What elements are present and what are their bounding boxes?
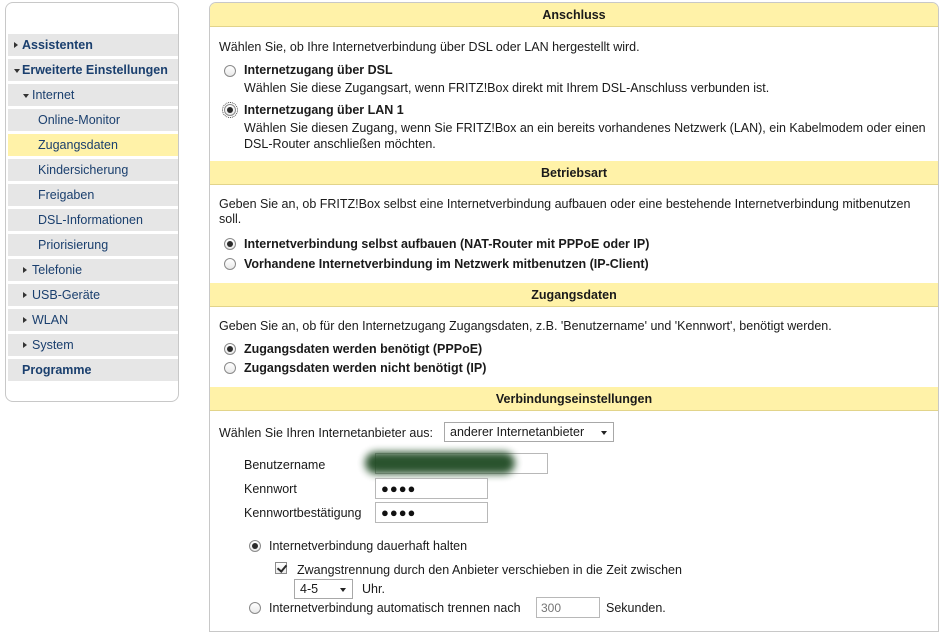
password-confirm-value: ●●●● [381, 505, 417, 520]
sidebar-item-label: Zugangsdaten [38, 138, 118, 152]
sidebar-item-internet[interactable] [8, 84, 178, 106]
keep-alive-label[interactable]: Internetverbindung dauerhaft halten [269, 539, 468, 553]
provider-select[interactable] [444, 422, 614, 442]
option-label-ip-client[interactable]: Vorhandene Internetverbindung im Netzwerk mitbenutzen (IP-Client) [244, 257, 649, 271]
chevron-right-icon [23, 292, 27, 298]
provider-label: Wählen Sie Ihren Internetanbieter aus: [219, 426, 434, 440]
sidebar-item-label: Internet [32, 88, 75, 102]
radio-pppoe[interactable] [224, 343, 236, 355]
radio-ip-client[interactable] [224, 258, 236, 270]
checkbox-forced-disconnect[interactable] [275, 562, 287, 574]
sidebar-item-label: DSL-Informationen [38, 213, 143, 227]
sidebar-item-label: Telefonie [32, 263, 83, 277]
sidebar-item-label: Erweiterte Einstellungen [22, 63, 168, 77]
radio-lan[interactable] [224, 104, 236, 116]
sidebar-item-label: Assistenten [22, 38, 93, 52]
radio-auto-disconnect[interactable] [249, 602, 261, 614]
forced-disconnect-label[interactable]: Zwangstrennung durch den Anbieter verschieben in die Zeit zwischen [297, 563, 682, 577]
section-header-verbindungseinstellungen: Verbindungseinstellungen [210, 387, 938, 411]
password-label: Kennwort [244, 482, 297, 496]
option-label-lan[interactable]: Internetzugang über LAN 1 [244, 103, 404, 117]
sidebar-item-label: WLAN [32, 313, 69, 327]
section-header-anschluss: Anschluss [210, 3, 938, 27]
radio-dsl[interactable] [224, 65, 236, 77]
time-select-value: 4-5 [300, 582, 319, 596]
zugangsdaten-intro: Geben Sie an, ob für den Internetzugang Zugangsdaten, z.B. 'Benutzername' und 'Kennwort', benötigt werden. [219, 319, 832, 333]
radio-keep-alive[interactable] [249, 540, 261, 552]
sidebar-item-label: Freigaben [38, 188, 95, 202]
sidebar-item-label: Priorisierung [38, 238, 109, 252]
password-confirm-field[interactable] [375, 502, 488, 523]
sidebar-item-online-monitor[interactable] [8, 109, 178, 131]
sidebar-item-dsl-informationen[interactable] [8, 209, 178, 231]
radio-ip[interactable] [224, 362, 236, 374]
sidebar-item-wlan[interactable] [8, 309, 178, 331]
chevron-right-icon [23, 342, 27, 348]
sidebar-item-programme[interactable] [8, 359, 178, 381]
option-label-pppoe[interactable]: Zugangsdaten werden benötigt (PPPoE) [244, 342, 483, 356]
anschluss-intro: Wählen Sie, ob Ihre Internetverbindung über DSL oder LAN hergestellt wird. [219, 40, 640, 54]
username-label: Benutzername [244, 458, 326, 472]
section-header-zugangsdaten: Zugangsdaten [210, 283, 938, 307]
auto-disconnect-label[interactable]: Internetverbindung automatisch trennen nach [269, 601, 521, 615]
sidebar-item-label: USB-Geräte [32, 288, 101, 302]
password-confirm-label: Kennwortbestätigung [244, 506, 362, 520]
chevron-down-icon [23, 94, 29, 98]
option-label-ip[interactable]: Zugangsdaten werden nicht benötigt (IP) [244, 361, 487, 375]
chevron-down-icon [601, 431, 607, 435]
sidebar-item-zugangsdaten[interactable] [8, 134, 178, 156]
chevron-right-icon [23, 317, 27, 323]
option-desc-dsl: Wählen Sie diese Zugangsart, wenn FRITZ!Box direkt mit Ihrem DSL-Anschluss verbunden ist. [244, 81, 770, 95]
sidebar-item-assistenten[interactable] [8, 34, 178, 56]
password-field[interactable] [375, 478, 488, 499]
section-header-betriebsart: Betriebsart [210, 161, 938, 185]
radio-nat-router[interactable] [224, 238, 236, 250]
chevron-down-icon [14, 69, 20, 73]
time-select[interactable] [294, 579, 353, 599]
redacted-username [365, 452, 515, 474]
provider-select-value: anderer Internetanbieter [450, 425, 585, 439]
sidebar-item-label: Programme [22, 363, 92, 377]
option-label-dsl[interactable]: Internetzugang über DSL [244, 63, 393, 77]
sidebar-item-label: Online-Monitor [38, 113, 120, 127]
sidebar-item-erweiterte-einstellungen[interactable] [8, 59, 178, 81]
sidebar-item-system[interactable] [8, 334, 178, 356]
betriebsart-intro: Geben Sie an, ob FRITZ!Box selbst eine Internetverbindung aufbauen oder eine bestehende Internetverbindung mitbenutzen soll. [219, 197, 911, 226]
sidebar-item-kindersicherung[interactable] [8, 159, 178, 181]
sidebar [5, 2, 179, 402]
chevron-down-icon [340, 588, 346, 592]
auto-disconnect-unit: Sekunden. [606, 601, 666, 615]
chevron-right-icon [14, 42, 18, 48]
sidebar-item-telefonie[interactable] [8, 259, 178, 281]
sidebar-item-usb-geraete[interactable] [8, 284, 178, 306]
password-value: ●●●● [381, 481, 417, 496]
option-desc-lan: Wählen Sie diesen Zugang, wenn Sie FRITZ!Box an ein bereits vorhandenes Netzwerk (LAN), ein Kabelmodem oder einen DSL-Router anschließen möchten. [244, 121, 926, 151]
time-unit: Uhr. [362, 582, 385, 596]
sidebar-item-freigaben[interactable] [8, 184, 178, 206]
sidebar-item-label: System [32, 338, 74, 352]
sidebar-item-priorisierung[interactable] [8, 234, 178, 256]
sidebar-item-label: Kindersicherung [38, 163, 129, 177]
auto-disconnect-seconds-input[interactable] [536, 597, 600, 618]
chevron-right-icon [23, 267, 27, 273]
option-label-nat-router[interactable]: Internetverbindung selbst aufbauen (NAT-Router mit PPPoE oder IP) [244, 237, 650, 251]
main-panel [209, 2, 939, 632]
sidebar-nav [8, 34, 178, 384]
